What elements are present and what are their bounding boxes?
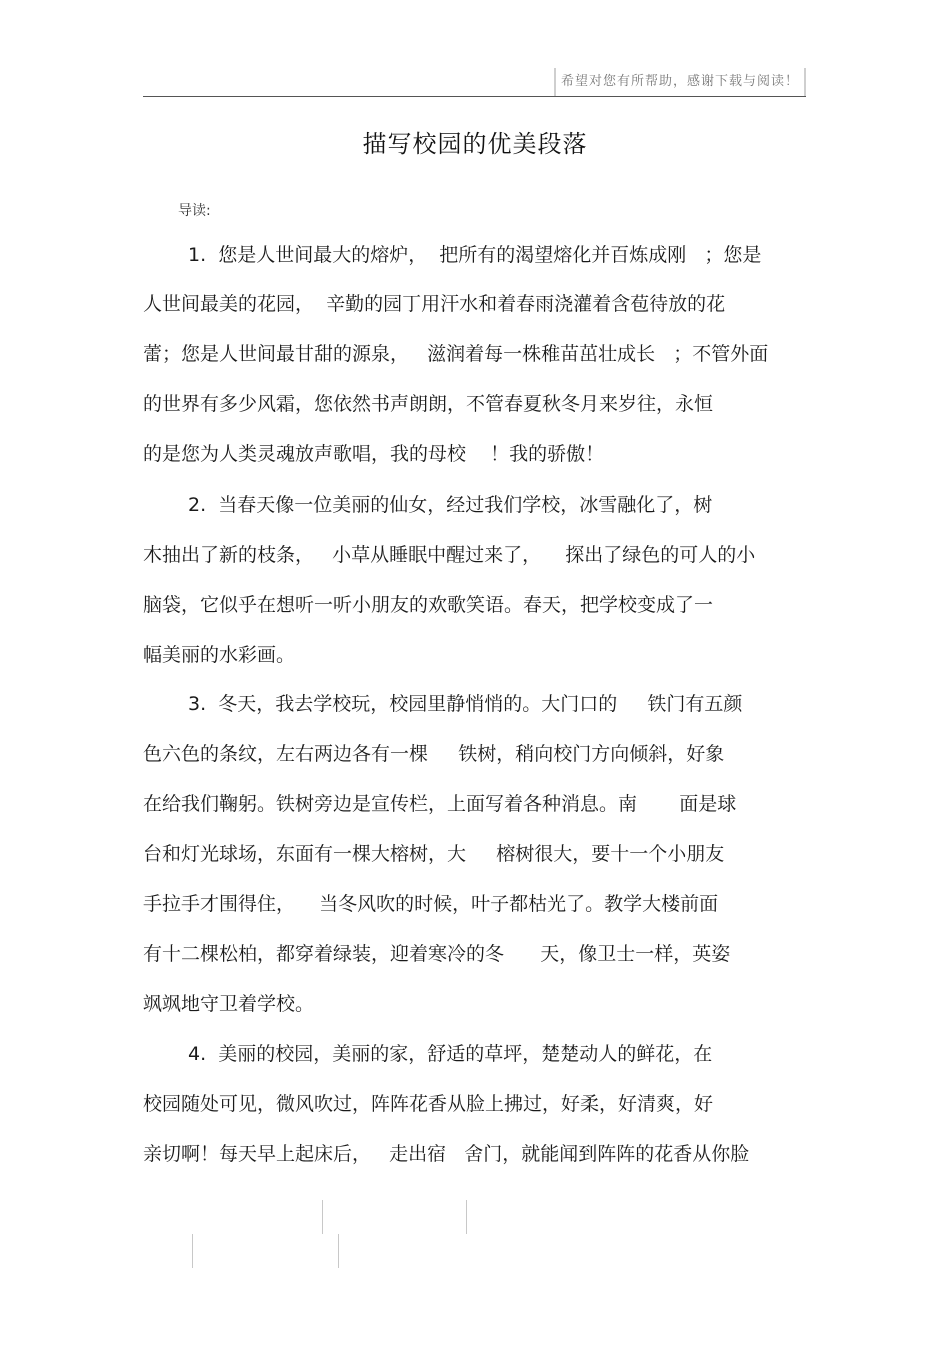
paragraph-1-line: 人世间最美的花园， 辛勤的园丁用汗水和着春雨浇灌着含苞待放的花	[143, 293, 726, 315]
page-title: 描写校园的优美段落	[362, 130, 588, 158]
paragraph-3-line: 手拉手才围得住， 当冬风吹的时候，叶子都枯光了。教学大楼前面	[143, 893, 719, 915]
scan-artifact-line	[192, 1234, 193, 1268]
paragraph-4-line: 4. 美丽的校园，美丽的家，舒适的草坪，楚楚动人的鲜花，在	[188, 1043, 713, 1065]
paragraph-2-line: 脑袋，它似乎在想听一听小朋友的欢歌笑语。春天，把学校变成了一	[143, 594, 714, 616]
intro-label: 导读:	[178, 203, 211, 219]
paragraph-1-line: 蕾；您是人世间最甘甜的源泉， 滋润着每一株稚苗茁壮成长 ；不管外面	[143, 343, 769, 365]
scan-artifact-line	[338, 1234, 339, 1268]
paragraph-2-line: 2. 当春天像一位美丽的仙女，经过我们学校，冰雪融化了，树	[188, 494, 713, 516]
paragraph-1-line: 1. 您是人世间最大的熔炉， 把所有的渴望熔化并百炼成刚 ；您是	[188, 244, 762, 266]
paragraph-3-line: 有十二棵松柏，都穿着绿装，迎着寒冷的冬 天，像卫士一样，英姿	[143, 943, 731, 965]
paragraph-3-line: 3. 冬天，我去学校玩，校园里静悄悄的。大门口的 铁门有五颜	[188, 693, 743, 715]
paragraph-3-line: 台和灯光球场，东面有一棵大榕树，大 榕树很大，要十一个小朋友	[143, 843, 725, 865]
paragraph-3-line: 飒飒地守卫着学校。	[143, 993, 315, 1015]
header-rule	[143, 96, 806, 97]
paragraph-2-line: 木抽出了新的枝条， 小草从睡眠中醒过来了， 探出了绿色的可人的小	[143, 544, 756, 566]
paragraph-3-line: 在给我们鞠躬。铁树旁边是宣传栏，上面写着各种消息。南 面是球	[143, 793, 737, 815]
paragraph-4-line: 亲切啊！每天早上起床后， 走出宿 舍门，就能闻到阵阵的花香从你脸	[143, 1143, 750, 1165]
paragraph-4-line: 校园随处可见，微风吹过，阵阵花香从脸上拂过，好柔，好清爽，好	[143, 1093, 714, 1115]
scan-artifact-line	[322, 1200, 323, 1234]
paragraph-1-line: 的是您为人类灵魂放声歌唱，我的母校 ！我的骄傲！	[143, 443, 605, 465]
scan-artifact-line	[466, 1200, 467, 1234]
header-note: 希望对您有所帮助，感谢下载与阅读！	[554, 68, 806, 96]
paragraph-1-line: 的世界有多少风霜，您依然书声朗朗，不管春夏秋冬月来岁往，永恒	[143, 393, 714, 415]
paragraph-2-line: 幅美丽的水彩画。	[143, 644, 296, 666]
paragraph-3-line: 色六色的条纹，左右两边各有一棵 铁树，稍向校门方向倾斜，好象	[143, 743, 725, 765]
